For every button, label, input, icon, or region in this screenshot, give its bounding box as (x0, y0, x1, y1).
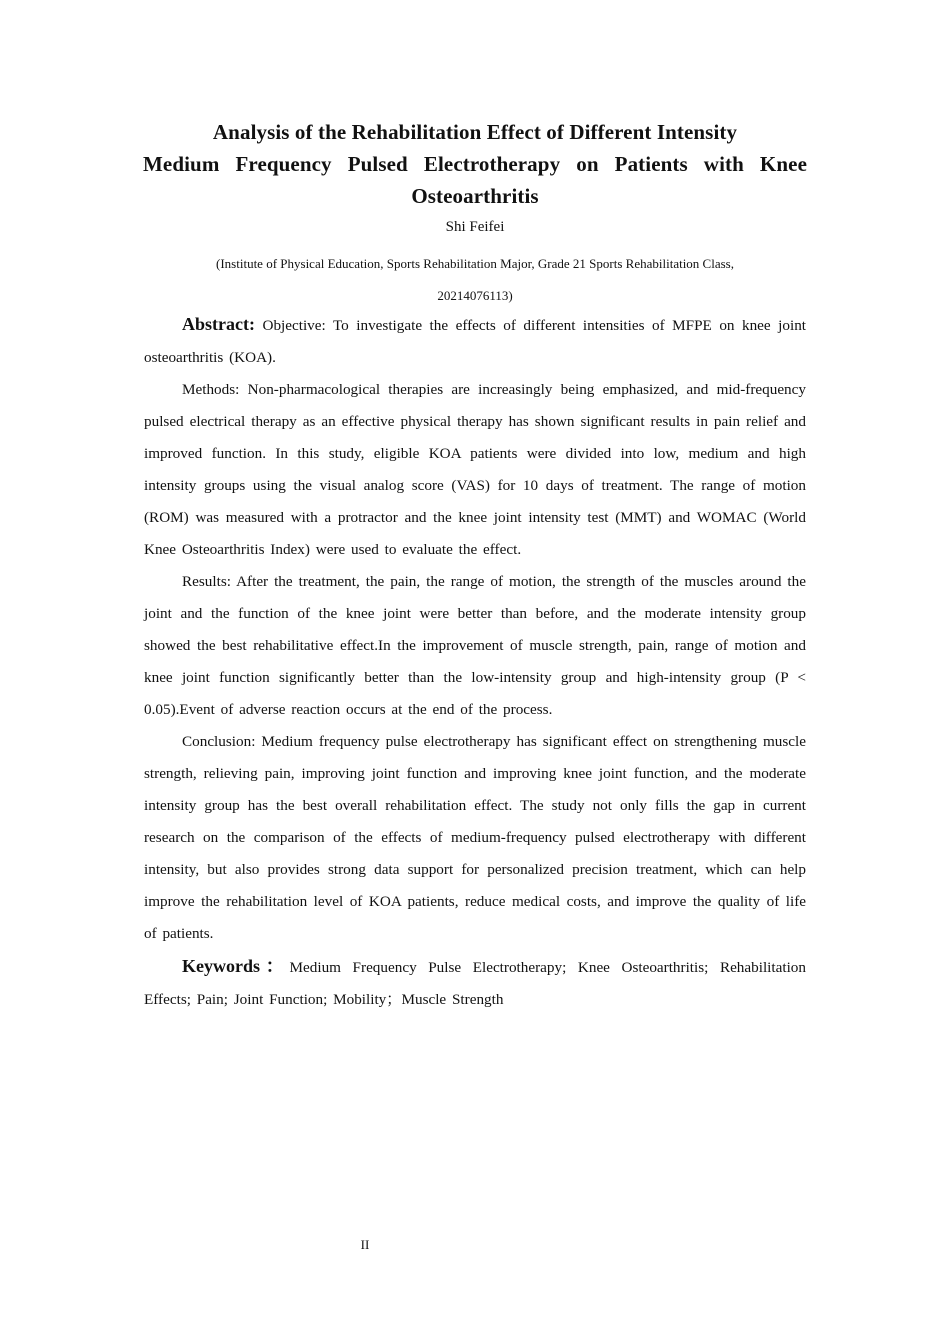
page-number: II (360, 1237, 370, 1252)
abstract-conclusion: Conclusion: Medium frequency pulse electrotherapy has significant effect on strengthening muscle strength, relieving pain, improving joint function and improving knee joint function, and the moderate intensity group has the best overall rehabilitation effect. The study not only fills the gap in current research on the comparison of the effects of medium-frequency pulsed electrotherapy with different intensity, but also provides strong data support for personalized precision treatment, which can help improve the rehabilitation level of KOA patients, reduce medical costs, and improve the quality of life of patients. (144, 733, 806, 942)
abstract-label: Abstract: (182, 314, 255, 334)
affiliation-line-1: (Institute of Physical Education, Sports Rehabilitation Major, Grade 21 Sports Rehabilitation Class, (216, 256, 734, 271)
abstract-results: Results: After the treatment, the pain, the range of motion, the strength of the muscles around the joint and the function of the knee joint were better than before, and the moderate intensity group showed the best rehabilitative effect.In the improvement of muscle strength, pain, range of motion and knee joint function significantly better than the low-intensity group and high-intensity group (P < 0.05).Event of adverse reaction occurs at the end of the process. (144, 573, 806, 718)
author-affiliation (143, 248, 807, 312)
author-name: Shi Feifei (445, 219, 505, 235)
keywords-paragraph (144, 950, 806, 1016)
abstract-objective-paragraph (144, 308, 806, 374)
title-line-3: Osteoarthritis (411, 184, 539, 208)
keywords-text: Medium Frequency Pulse Electrotherapy; Knee Osteoarthritis; Rehabilitation Effects; Pain; Joint Function; Mobility；Muscle Strength (144, 959, 806, 1008)
title-line-1: Analysis of the Rehabilitation Effect of Different Intensity (212, 120, 738, 144)
abstract-methods: Methods: Non-pharmacological therapies are increasingly being emphasized, and mid-frequency pulsed electrical therapy as an effective physical therapy has shown significant results in pain relief and improved function. In this study, eligible KOA patients were divided into low, medium and high intensity groups using the visual analog score (VAS) for 10 days of treatment. The range of motion (ROM) was measured with a protractor and the knee joint intensity test (MMT) and WOMAC (World Knee Osteoarthritis Index) were used to evaluate the effect. (144, 381, 806, 558)
title-line-2: Medium Frequency Pulsed Electrotherapy on Patients with Knee (143, 152, 807, 176)
abstract-section (144, 308, 806, 1016)
paper-title (143, 116, 807, 212)
keywords-label: Keywords： (182, 956, 290, 976)
abstract-objective: Objective: To investigate the effects of different intensities of MFPE on knee joint osteoarthritis (KOA). (144, 317, 807, 366)
affiliation-line-2: 20214076113) (437, 288, 513, 303)
